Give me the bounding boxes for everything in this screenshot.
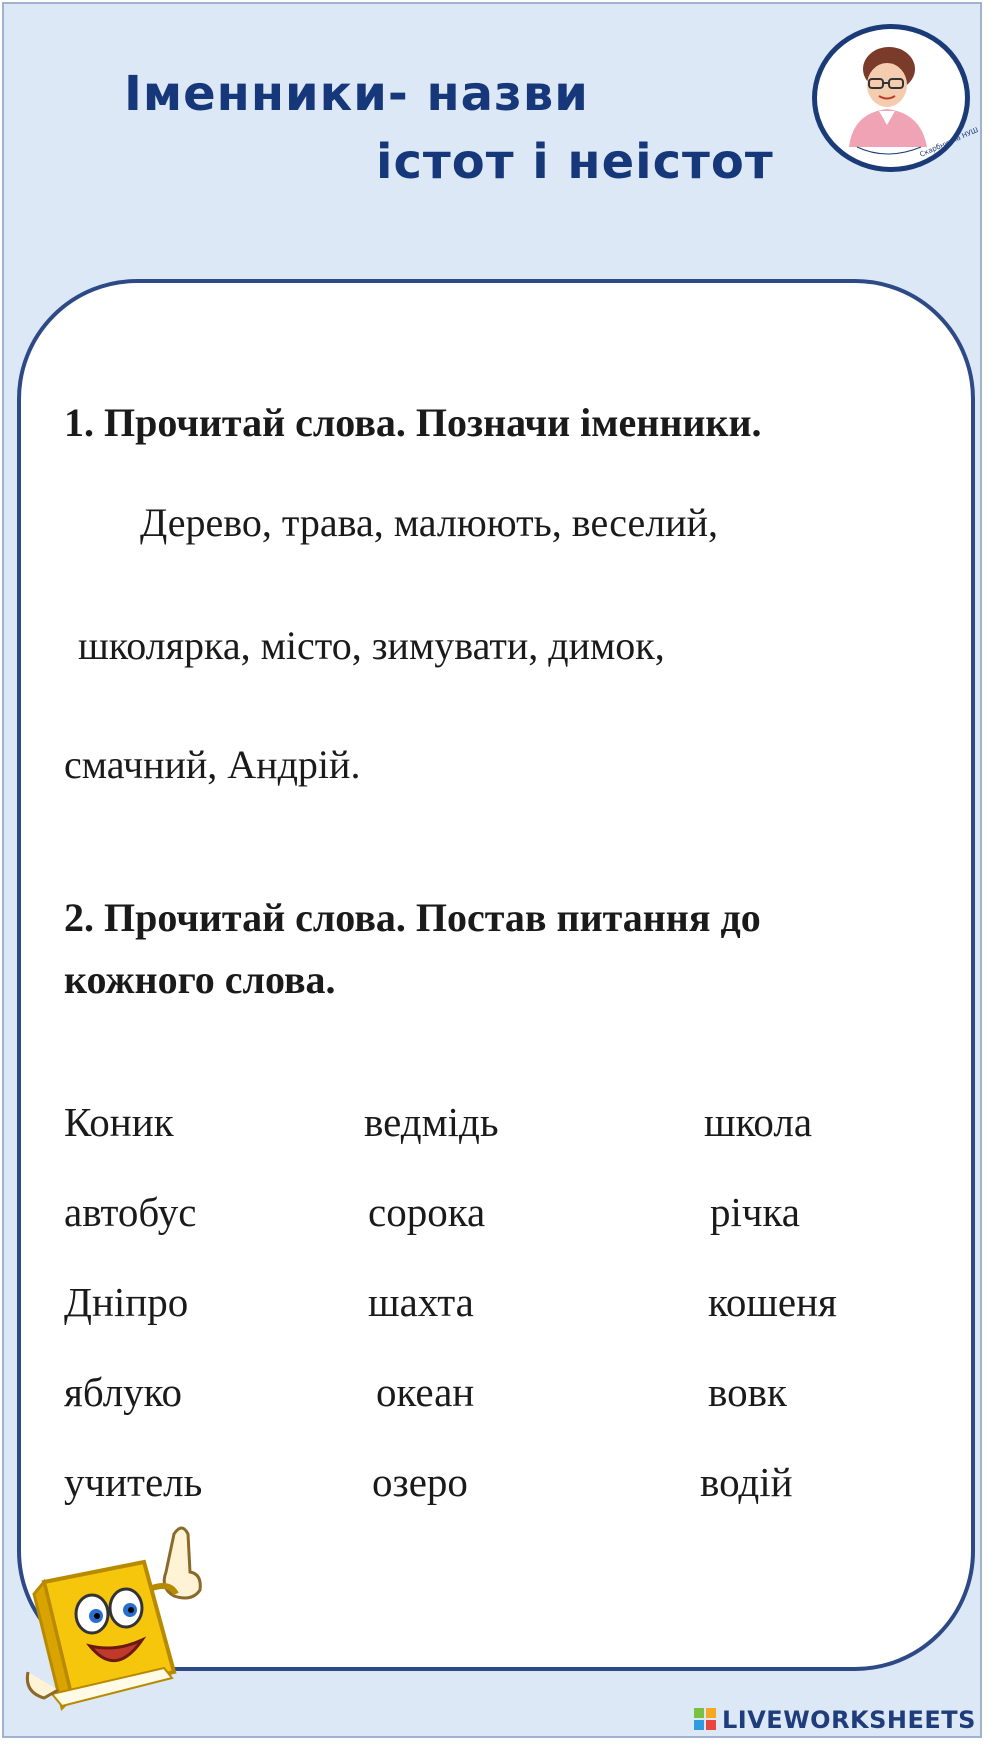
word-cell: Дніпро bbox=[64, 1279, 189, 1325]
word-cell: учитель bbox=[64, 1459, 203, 1505]
liveworksheets-watermark bbox=[694, 1706, 976, 1734]
task-1-words-line-1: Дерево, трава, малюють, веселий, bbox=[140, 500, 718, 545]
book-mascot-icon bbox=[24, 1522, 224, 1722]
task-2-title-line-1: 2. Прочитай слова. Постав питання до bbox=[64, 895, 761, 940]
avatar-caption: Скарбничка НУШ bbox=[918, 125, 980, 159]
word-cell: кошеня bbox=[708, 1279, 837, 1325]
worksheet-page bbox=[2, 2, 982, 1738]
task-1-title: 1. Прочитай слова. Позначи іменники. bbox=[64, 400, 762, 445]
word-cell: річка bbox=[710, 1189, 801, 1235]
watermark-text: LIVEWORKSHEETS bbox=[722, 1706, 976, 1734]
page-title-line-2: істот і неістот bbox=[376, 134, 774, 190]
word-cell: автобус bbox=[64, 1189, 197, 1235]
word-cell: океан bbox=[376, 1369, 475, 1415]
page-title-line-1: Іменники- назви bbox=[124, 66, 589, 122]
word-cell: Коник bbox=[64, 1099, 174, 1145]
teacher-avatar-logo bbox=[812, 24, 980, 172]
task-1-words-line-3: смачний, Андрій. bbox=[64, 742, 361, 787]
word-cell: вовк bbox=[708, 1369, 787, 1415]
word-cell: озеро bbox=[372, 1459, 468, 1505]
liveworksheets-logo-icon bbox=[694, 1708, 718, 1732]
task-1-words-line-2: школярка, місто, зимувати, димок, bbox=[78, 623, 665, 668]
word-cell: сорока bbox=[368, 1189, 486, 1235]
word-cell: водій bbox=[700, 1459, 793, 1505]
word-cell: яблуко bbox=[64, 1369, 182, 1415]
task-2-title-line-2: кожного слова. bbox=[64, 957, 336, 1002]
word-cell: ведмідь bbox=[364, 1099, 499, 1145]
word-cell: шахта bbox=[368, 1279, 474, 1325]
avatar-caption-ring bbox=[817, 29, 980, 167]
word-cell: школа bbox=[704, 1099, 813, 1145]
